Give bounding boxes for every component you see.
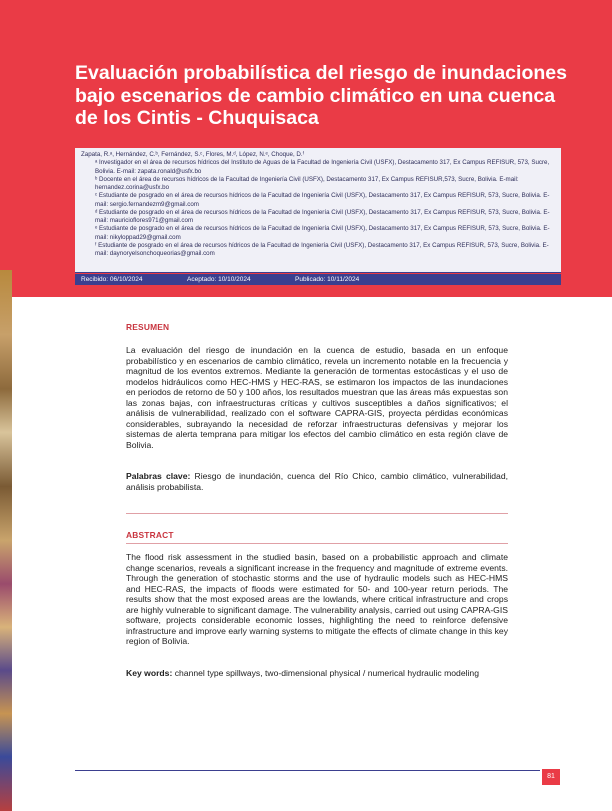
side-photo-strip: [0, 270, 12, 811]
affiliations-box: [75, 148, 561, 273]
resumen-keywords-label: Palabras clave:: [126, 471, 191, 481]
footer-rule: [75, 770, 540, 771]
section-divider-bottom: [126, 543, 508, 544]
affiliation-c: ᶜ Estudiante de posgrado en el área de recursos hídricos de la Facultad de Ingeniería Civil (USFX), Destacamento 317, Ex Campus REFISUR, 573, Sucre, Bolivia. E-mail: sergio.fernandezm9@gmail.com: [95, 192, 550, 208]
resumen-keywords-text: Riesgo de inundación, cuenca del Río Chico, cambio climático, vulnerabilidad, análisis probabilista.: [126, 471, 508, 492]
section-divider-top: [126, 513, 508, 514]
resumen-body: La evaluación del riesgo de inundación en la cuenca de estudio, basada en un enfoque probabilístico y en escenarios de cambio climático, revela un incremento notable en la frecuencia y magnitud de los eventos extremos. Mediante la generación de tormentas estocásticas y el uso de modelos hidráulicos como HEC-HMS y HEC-RAS, se estimaron los impactos de las inundaciones en periodos de retorno de 50 y 100 años, los resultados muestran que las áreas más expuestas son las zonas bajas, con infraestructuras críticas y cultivos susceptibles a daños significativos; el análisis de vulnerabilidad, realizado con el software CAPRA-GIS, proyecta pérdidas económicas considerables, subrayando la necesidad de reforzar infraestructuras defensivas y mejorar los sistemas de alerta temprana para mitigar los efectos del cambio climático en esta región clave de Bolivia.: [126, 345, 508, 450]
page-number: 81: [542, 769, 560, 785]
resumen-keywords: [126, 471, 508, 492]
affiliation-f: ᶠ Estudiante de posgrado en el área de recursos hídricos de la Facultad de Ingeniería Civil (USFX), Destacamento 317, Ex Campus REFISUR, 573, Sucre, Bolivia. E-mail: daynoryelsonchoqueorias@gmail.com: [95, 241, 549, 257]
abstract-body: The flood risk assessment in the studied basin, based on a probabilistic approach and climate change scenarios, reveals a significant increase in the frequency and magnitude of extreme events. Through the generation of stochastic storms and the use of hydraulic models such as HEC-HMS and HEC-RAS, the impacts of floods were estimated for 50- and 100-year return periods. The results show that the most exposed areas are the lowlands, where critical infrastructure and crops are highly vulnerable to significant damage. The vulnerability analysis, carried out using CAPRA-GIS software, projects considerable economic losses, highlighting the need to reinforce defensive infrastructure and improve early warning systems to mitigate the effects of climate change in this key region of Bolivia.: [126, 552, 508, 646]
affiliation-a: ᵃ Investigador en el área de recursos hídricos del Instituto de Aguas de la Facultad de Ingeniería Civil (USFX), Destacamento 317, Ex Campus REFISUR, 573, Sucre, Bolivia. E-mail: zapata.ronald@usfx.bo: [95, 159, 550, 175]
dates-bar: [75, 274, 561, 285]
affiliation-b: ᵇ Docente en el área de recursos hídricos de la Facultad de Ingeniería Civil (USFX), Destacamento 317, Ex Campus REFISUR,573, Sucre, Bolivia. E-mail: hernandez.corina@usfx.bo: [95, 175, 519, 191]
author-list: Zapata, R.ᵃ, Hernández, C.ᵇ, Fernández, S.ᶜ, Flores, M.ᵈ, López, N.ᵉ, Choque, D.ᶠ: [81, 151, 305, 158]
affiliation-d: ᵈ Estudiante de posgrado en el área de recursos hídricos de la Facultad de Ingeniería Civil (USFX), Destacamento 317, Ex Campus REFISUR, 573, Sucre, Bolivia. E-mail: mauricioflores971@gmail.com: [95, 208, 550, 224]
article-title: Evaluación probabilística del riesgo de inundaciones bajo escenarios de cambio climático en una cuenca de los Cintis - Chuquisaca: [75, 62, 567, 129]
affiliation-e: ᵉ Estudiante de posgrado en el área de recursos hídricos de la Facultad de Ingeniería Civil (USFX), Destacamento 317, Ex Campus REFISUR, 573, Sucre, Bolivia. E-mail: nikyloppad29@gmail.com: [95, 225, 550, 241]
abstract-keywords-text: channel type spillways, two-dimensional physical / numerical hydraulic modeling: [174, 668, 479, 678]
abstract-keywords-label: Key words:: [126, 668, 173, 678]
abstract-keywords: [126, 668, 508, 679]
abstract-heading: ABSTRACT: [126, 530, 174, 540]
resumen-heading: RESUMEN: [126, 322, 170, 332]
published-date: Publicado: 10/11/2024: [295, 276, 360, 283]
received-date: Recibido: 06/10/2024: [81, 276, 143, 283]
accepted-date: Aceptado: 10/10/2024: [187, 276, 251, 283]
